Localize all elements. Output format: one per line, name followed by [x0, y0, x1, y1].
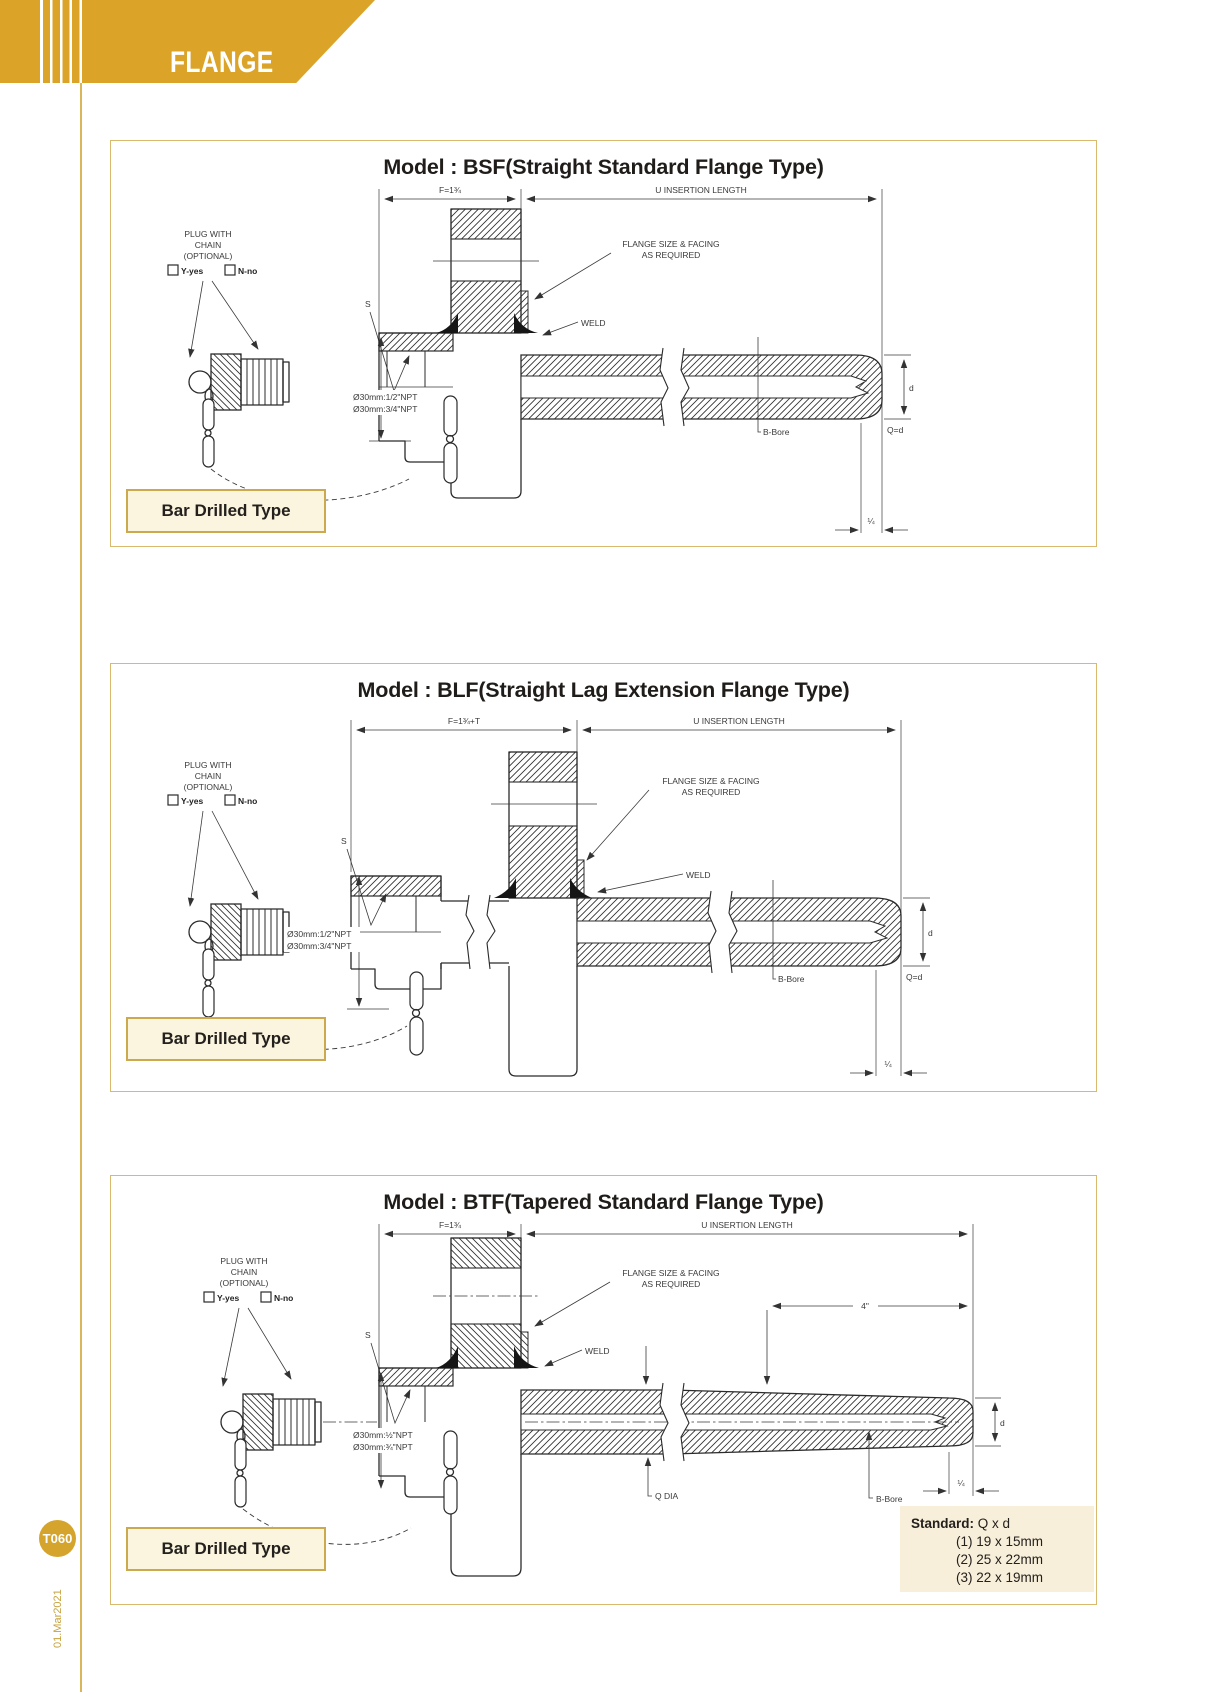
dim-quarter-label: ¼	[867, 516, 875, 526]
flange-callout-1: FLANGE SIZE & FACING	[662, 776, 760, 786]
weld-callout: WELD	[585, 1346, 610, 1356]
svg-text:(OPTIONAL): (OPTIONAL)	[183, 251, 233, 261]
dim-f-label: F=1¾+T	[447, 716, 481, 726]
dim-quarter-label: ¼	[957, 1478, 965, 1488]
flange-lower-body	[509, 966, 577, 1076]
dim-f-label: F=1¾	[439, 1220, 461, 1230]
s-dimension	[341, 836, 389, 1009]
svg-text:PLUG WITH: PLUG WITH	[184, 760, 232, 770]
standard-formula: Q x d	[977, 1516, 1011, 1531]
weld-callout: WELD	[581, 318, 606, 328]
standard-label: Standard:	[911, 1516, 975, 1531]
checkbox-yes-icon	[168, 265, 178, 275]
plug-with-chain	[189, 354, 409, 500]
svg-text:N-no: N-no	[238, 796, 258, 806]
thermowell-stem-tapered	[521, 1383, 973, 1461]
dim-u-label: U INSERTION LENGTH	[655, 185, 747, 195]
weld-callout: WELD	[686, 870, 711, 880]
chain-link	[444, 1431, 457, 1514]
npt-label-2: Ø30mm:¾"NPT	[353, 1442, 413, 1452]
checkbox-no-icon	[225, 795, 235, 805]
svg-text:S: S	[365, 1330, 371, 1340]
plug-note	[168, 760, 258, 906]
plug-note	[168, 229, 258, 357]
svg-text:PLUG WITH: PLUG WITH	[220, 1256, 268, 1266]
svg-text:S: S	[341, 836, 347, 846]
chain-link	[410, 972, 423, 1055]
page-code-badge: T060	[39, 1520, 76, 1557]
dim-4in-label: 4"	[861, 1301, 869, 1311]
standard-row: (1) 19 x 15mm	[956, 1534, 1044, 1549]
svg-text:PLUG WITH: PLUG WITH	[184, 229, 232, 239]
npt-label-2: Ø30mm:3/4"NPT	[287, 941, 352, 951]
standard-row: (2) 25 x 22mm	[956, 1552, 1044, 1567]
dim-u-label: U INSERTION LENGTH	[693, 716, 785, 726]
flange-plate	[433, 209, 539, 333]
svg-text:N-no: N-no	[274, 1293, 294, 1303]
lag-extension	[441, 895, 509, 969]
thermowell-stem	[577, 891, 901, 973]
npt-label-1: Ø30mm:½"NPT	[353, 1430, 413, 1440]
qdia-label: Q DIA	[655, 1491, 679, 1501]
panel-btf	[110, 1175, 1097, 1605]
bbore-label: B-Bore	[778, 974, 805, 984]
bsf-drawing	[111, 141, 1096, 546]
dim-d-label: d	[1000, 1418, 1005, 1428]
svg-text:(OPTIONAL): (OPTIONAL)	[219, 1278, 269, 1288]
checkbox-yes-icon	[204, 1292, 214, 1302]
panel-btf-title: Model : BTF(Tapered Standard Flange Type)	[383, 1190, 824, 1214]
svg-text:CHAIN: CHAIN	[230, 1267, 258, 1277]
checkbox-no-icon	[225, 265, 235, 275]
svg-text:N-no: N-no	[238, 266, 258, 276]
npt-label-1: Ø30mm:1/2"NPT	[287, 929, 352, 939]
flange-callout-1: FLANGE SIZE & FACING	[622, 1268, 720, 1278]
bar-drilled-badge: Bar Drilled Type	[126, 489, 326, 533]
flange-callout-1: FLANGE SIZE & FACING	[622, 239, 720, 249]
bar-drilled-badge: Bar Drilled Type	[126, 1017, 326, 1061]
checkbox-yes-icon	[168, 795, 178, 805]
dim-u-label: U INSERTION LENGTH	[701, 1220, 793, 1230]
s-dimension	[365, 299, 411, 441]
svg-text:CHAIN: CHAIN	[194, 240, 222, 250]
flange-plate	[433, 1238, 539, 1368]
checkbox-no-icon	[261, 1292, 271, 1302]
bbore-label: B-Bore	[763, 427, 790, 437]
flange-plate	[491, 752, 597, 898]
chain-link	[444, 396, 457, 483]
panel-blf-title: Model : BLF(Straight Lag Extension Flange Type)	[357, 678, 850, 702]
date-stamp: 01.Mar2021	[52, 1589, 64, 1648]
svg-text:CHAIN: CHAIN	[194, 771, 222, 781]
banner-stripes	[33, 0, 89, 83]
svg-text:Y-yes: Y-yes	[181, 796, 204, 806]
svg-text:Y-yes: Y-yes	[217, 1293, 240, 1303]
flange-callout-2: AS REQUIRED	[641, 1279, 701, 1289]
dim-qd-label: Q=d	[906, 972, 923, 982]
dim-d-label: d	[928, 928, 933, 938]
thermowell-stem	[521, 348, 882, 426]
standard-size-box	[900, 1506, 1094, 1592]
flange-callout-2: AS REQUIRED	[681, 787, 741, 797]
panel-bsf	[110, 140, 1097, 547]
shank-body	[379, 1368, 521, 1576]
plug-note	[204, 1256, 293, 1386]
dim-quarter-label: ¼	[884, 1059, 892, 1069]
dim-d-label: d	[909, 383, 914, 393]
bar-drilled-badge: Bar Drilled Type	[126, 1527, 326, 1571]
dim-f-label: F=1¾	[439, 185, 461, 195]
standard-row: (3) 22 x 19mm	[956, 1570, 1044, 1585]
page-title: FLANGE	[170, 46, 274, 79]
plug-with-chain	[221, 1394, 411, 1544]
svg-text:Y-yes: Y-yes	[181, 266, 204, 276]
flange-callout-2: AS REQUIRED	[641, 250, 701, 260]
panel-bsf-title: Model : BSF(Straight Standard Flange Type)	[383, 155, 824, 179]
svg-text:S: S	[365, 299, 371, 309]
npt-label-2: Ø30mm:3/4"NPT	[353, 404, 418, 414]
lag-body	[351, 876, 441, 989]
npt-label-1: Ø30mm:1/2"NPT	[353, 392, 418, 402]
page-edge-line	[80, 83, 82, 1692]
bbore-label: B-Bore	[876, 1494, 903, 1504]
panel-blf	[110, 663, 1097, 1092]
dim-qd-label: Q=d	[887, 425, 904, 435]
svg-text:(OPTIONAL): (OPTIONAL)	[183, 782, 233, 792]
